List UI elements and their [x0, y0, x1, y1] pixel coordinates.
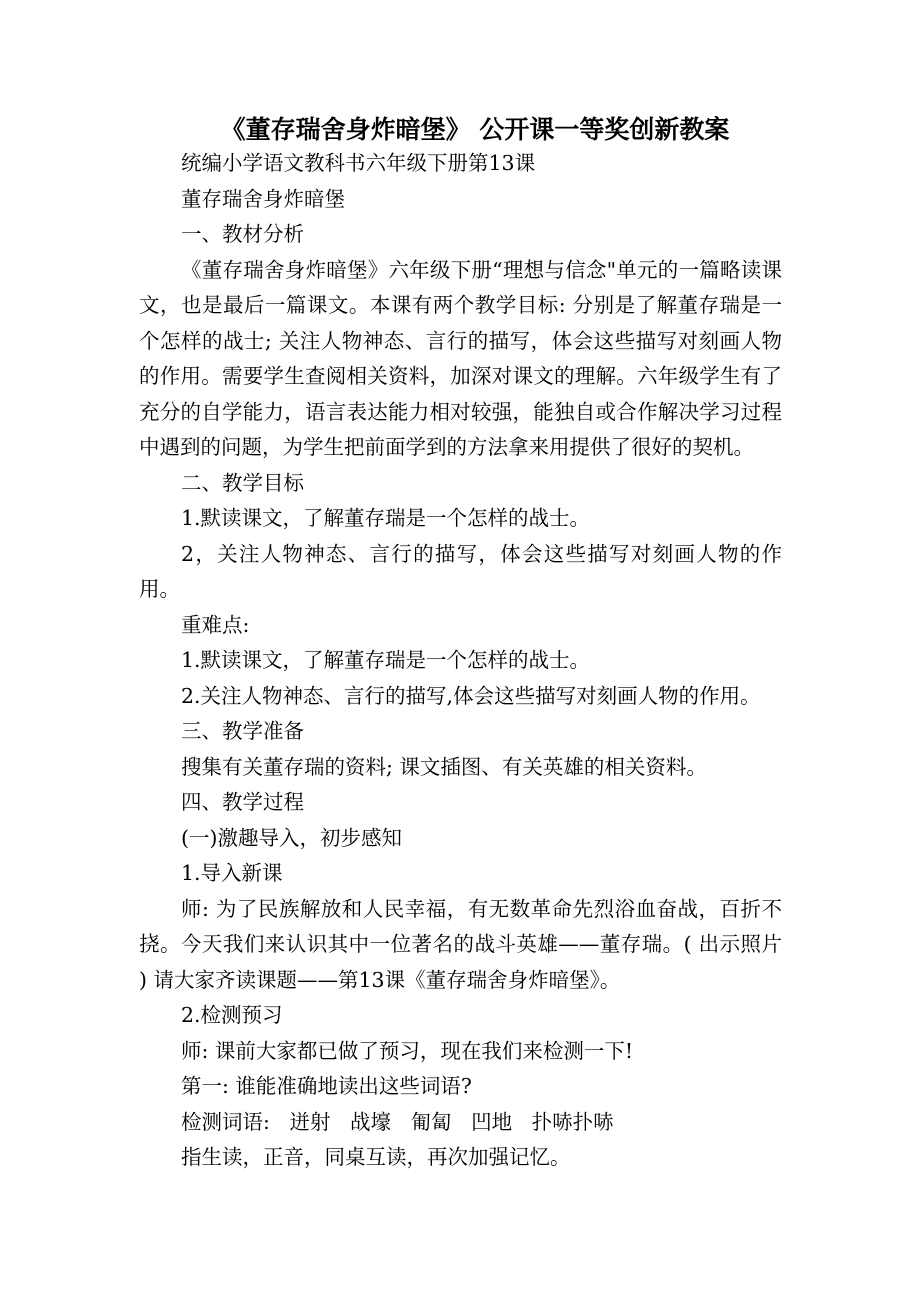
- document-body: [139, 146, 782, 1176]
- heading-key-points: 重难点:: [181, 612, 250, 637]
- paragraph-lesson-name: 董存瑞舍身炸暗堡: [181, 186, 345, 211]
- heading-teaching-prep: 三、教学准备: [181, 719, 304, 743]
- heading-material-analysis: 一、教材分析: [181, 222, 304, 246]
- step-preview-check: 2.检测预习: [181, 1003, 283, 1027]
- paragraph-teacher-intro: 师: 为了民族解放和人民幸福，有无数革命先烈浴血奋战，百折不挠。今天我们来认识其中一位著名的战斗英雄——董存瑞。( 出示照片 ) 请大家齐读课题——第13课《董存瑞舍身炸暗堡》。: [139, 896, 782, 992]
- paragraph-reading-practice: 指生读，正音，同桌互读，再次加强记忆。: [181, 1145, 571, 1169]
- key-point-item-2: 2.关注人物神态、言行的描写,体会这些描写对刻画人物的作用。: [181, 683, 761, 708]
- paragraph-first-question: 第一: 谁能准确地读出这些词语?: [181, 1074, 472, 1098]
- paragraph-teaching-prep: 搜集有关董存瑞的资料; 课文插图、有关英雄的相关资料。: [181, 754, 707, 779]
- subheading-introduction: (一)激趣导入，初步感知: [181, 825, 402, 850]
- paragraph-material-analysis: 《董存瑞舍身炸暗堡》六年级下册“理想与信念"单元的一篇略读课文，也是最后一篇课文。本课有两个教学目标: 分别是了解董存瑞是一个怎样的战士; 关注人物神态、言行的描写，体会这些描写对刻画人物的作用。需要学生查阅相关资料，加深对课文的理解。六年级学生有了充分的自学能力，语言表达能力相对较强，能独自或合作解决学习过程中遇到的问题，为学生把前面学到的方法拿来用提供了很好的契机。: [139, 257, 782, 459]
- key-point-item-1: 1.默读课文，了解董存瑞是一个怎样的战士。: [181, 648, 591, 672]
- heading-teaching-goals: 二、教学目标: [181, 470, 304, 495]
- goal-item-2: 2，关注人物神态、言行的描写，体会这些描写对刻画人物的作用。: [139, 541, 782, 601]
- document-title: 《董存瑞舍身炸暗堡》 公开课一等奖创新教案: [220, 115, 730, 144]
- paragraph-vocabulary: 检测词语: 迸射 战壕 匍匐 凹地 扑哧扑哧: [181, 1109, 614, 1134]
- paragraph-textbook-info: 统编小学语文教科书六年级下册第13课: [181, 151, 536, 175]
- heading-teaching-process: 四、教学过程: [181, 790, 304, 814]
- step-new-lesson: 1.导入新课: [181, 861, 283, 885]
- paragraph-teacher-check: 师: 课前大家都已做了预习，现在我们来检测一下!: [181, 1038, 634, 1063]
- goal-item-1: 1.默读课文，了解董存瑞是一个怎样的战士。: [181, 506, 591, 530]
